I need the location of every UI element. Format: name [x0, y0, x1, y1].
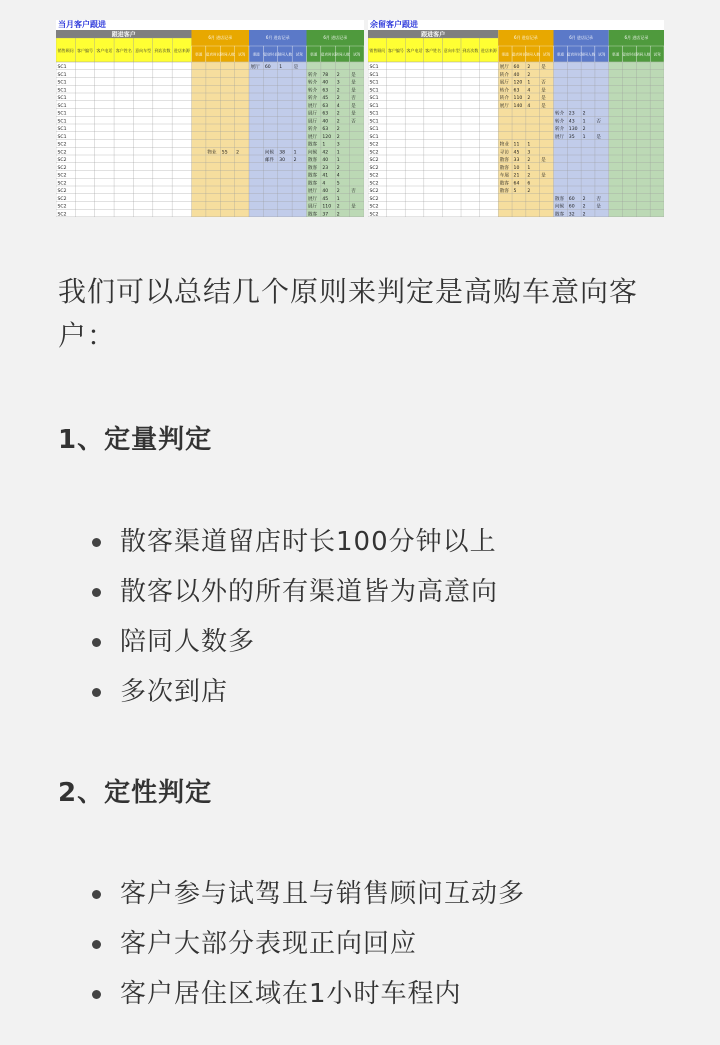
- table-cell: 140: [513, 103, 523, 109]
- table-cell: 否: [351, 96, 356, 102]
- column-header-label: 客户编号: [77, 48, 94, 53]
- table-cell: 是: [596, 204, 602, 210]
- table-cell: 2: [336, 127, 340, 133]
- table-cell: SC1: [57, 119, 67, 125]
- sheet-title: 当月客户跟进: [58, 20, 106, 29]
- table-cell: 1: [279, 65, 283, 71]
- table-cell: 23: [568, 111, 575, 117]
- table-cell: SC2: [369, 173, 379, 179]
- table-cell: 2: [527, 173, 531, 179]
- table-cell: 转介: [499, 72, 509, 78]
- sub-header-label: 渠道: [195, 52, 203, 57]
- bullet-icon: [92, 538, 101, 547]
- table-cell: SC1: [57, 80, 67, 86]
- table-cell: SC1: [57, 134, 67, 140]
- table-cell: 问候: [264, 150, 275, 156]
- table-cell: 33: [513, 158, 520, 164]
- table-cell: 1: [527, 80, 531, 86]
- table-cell: 130: [568, 127, 578, 133]
- table-cell: 60: [513, 65, 520, 71]
- group-header-label: 6月 进店记录: [208, 35, 233, 40]
- section-heading-quantitative: 1、定量判定: [58, 425, 213, 455]
- table-cell: 2: [582, 111, 586, 117]
- table-cell: 1: [336, 150, 340, 156]
- table-cell: 散客: [499, 181, 509, 187]
- table-cell: 转介: [308, 88, 318, 94]
- column-header-label: 意向车型: [443, 48, 460, 53]
- sub-header-label: 渠道: [556, 52, 564, 57]
- table-cell: SC2: [57, 181, 67, 187]
- table-cell: SC1: [369, 103, 379, 109]
- sub-header-label: 陪同人数: [335, 52, 350, 57]
- quantitative-criteria-list: [92, 517, 498, 717]
- table-cell: 63: [513, 88, 520, 94]
- table-cell: 问候: [308, 150, 318, 156]
- table-cell: 4: [336, 173, 340, 179]
- spreadsheet-current-month: [56, 20, 364, 217]
- table-cell: 转介: [308, 96, 318, 102]
- table-cell: 6: [527, 181, 531, 187]
- table-cell: 转介: [499, 96, 509, 102]
- table-cell: 否: [351, 189, 356, 195]
- table-cell: SC2: [57, 189, 67, 195]
- sub-header-label: 留店时长: [320, 52, 336, 57]
- bullet-icon: [92, 588, 101, 597]
- table-cell: 11: [513, 142, 520, 148]
- table-cell: 是: [541, 88, 546, 94]
- table-cell: SC2: [369, 158, 379, 164]
- column-header-label: 客户编号: [387, 48, 404, 53]
- table-cell: 2: [582, 196, 586, 202]
- group-header-label: 6月 进店记录: [323, 35, 348, 40]
- table-cell: 3: [336, 80, 340, 86]
- table-cell: 2: [336, 165, 340, 171]
- table-cell: SC2: [369, 212, 379, 217]
- table-cell: 30: [279, 158, 286, 164]
- table-cell: 1: [527, 165, 531, 171]
- table-cell: 3: [336, 142, 340, 148]
- table-cell: 展厅: [308, 204, 318, 210]
- column-header-label: 进店来源: [480, 48, 497, 53]
- table-cell: 转介: [308, 72, 318, 78]
- table-cell: SC2: [57, 165, 67, 171]
- sheet-title: 余留客户跟进: [370, 20, 418, 29]
- table-cell: SC2: [369, 142, 379, 148]
- bullet-icon: [92, 990, 101, 999]
- table-cell: 散客: [499, 165, 509, 171]
- sub-header-label: 试驾: [353, 52, 361, 57]
- table-cell: SC1: [57, 96, 67, 102]
- table-cell: 1: [582, 119, 586, 125]
- table-cell: SC1: [369, 65, 379, 71]
- table-cell: 2: [336, 204, 340, 210]
- table-cell: 32: [568, 212, 575, 217]
- table-cell: 是: [541, 103, 546, 109]
- table-cell: 60: [568, 196, 575, 202]
- bullet-icon: [92, 940, 101, 949]
- table-cell: 展厅: [308, 134, 318, 140]
- header-label: 跟进客户: [421, 31, 446, 39]
- table-cell: 问候: [554, 204, 565, 210]
- table-cell: 45: [513, 150, 520, 156]
- sub-header-label: 渠道: [310, 52, 318, 57]
- table-cell: SC1: [369, 72, 379, 78]
- table-cell: 寻访: [499, 150, 509, 156]
- table-cell: 否: [596, 196, 602, 202]
- column-header-label: 客户姓名: [115, 48, 132, 53]
- table-cell: SC2: [369, 189, 379, 195]
- table-cell: 展厅: [308, 111, 318, 117]
- table-cell: 78: [322, 72, 329, 78]
- table-cell: 1: [336, 158, 340, 164]
- sub-header-label: 试驾: [295, 52, 303, 57]
- table-cell: 2: [336, 212, 340, 217]
- table-cell: 2: [582, 212, 586, 217]
- table-cell: SC1: [57, 72, 67, 78]
- table-cell: 2: [527, 158, 531, 164]
- column-header-label: 到店次数: [154, 48, 171, 53]
- column-header-label: 客户电话: [96, 48, 113, 53]
- table-cell: 是: [541, 158, 546, 164]
- table-cell: 否: [541, 80, 546, 86]
- table-cell: 45: [322, 196, 329, 202]
- sub-header-label: 陪同人数: [580, 52, 596, 57]
- table-cell: 40: [513, 72, 520, 78]
- table-cell: 是: [351, 88, 356, 94]
- table-cell: SC1: [57, 103, 67, 109]
- sub-header-label: 陪同人数: [277, 52, 293, 57]
- sub-header-label: 渠道: [252, 52, 260, 57]
- table-cell: 转介: [554, 127, 565, 133]
- table-cell: 展厅: [554, 134, 565, 140]
- table-cell: 4: [322, 181, 326, 187]
- table-cell: 37: [322, 212, 329, 217]
- table-cell: SC2: [369, 165, 379, 171]
- table-cell: 转介: [554, 111, 565, 117]
- table-cell: 车展: [499, 173, 509, 179]
- table-cell: 63: [322, 88, 329, 94]
- table-cell: 是: [541, 173, 546, 179]
- list-item: 客户居住区域在1小时车程内: [92, 969, 525, 1019]
- table-cell: 21: [513, 173, 520, 179]
- table-cell: SC1: [369, 134, 379, 140]
- bullet-icon: [92, 688, 101, 697]
- table-cell: 展厅: [499, 65, 509, 71]
- table-cell: 物业: [499, 142, 509, 148]
- table-cell: SC1: [369, 96, 379, 102]
- group-header-label: 6月 进店记录: [513, 35, 538, 40]
- sub-header-label: 渠道: [612, 52, 620, 57]
- table-cell: 60: [264, 65, 271, 71]
- table-cell: 散客: [308, 142, 318, 148]
- table-cell: 110: [322, 204, 332, 210]
- table-cell: 2: [336, 88, 340, 94]
- spreadsheet-grid: [368, 30, 664, 217]
- table-cell: 4: [527, 103, 531, 109]
- table-cell: 45: [322, 96, 329, 102]
- table-cell: 展厅: [308, 119, 318, 125]
- table-cell: SC2: [369, 196, 379, 202]
- table-cell: SC2: [57, 150, 67, 156]
- table-cell: 64: [513, 181, 520, 187]
- table-cell: 2: [527, 189, 531, 195]
- table-cell: 展厅: [308, 189, 318, 195]
- sub-header-label: 留店时长: [622, 52, 637, 57]
- table-cell: 23: [322, 165, 329, 171]
- table-cell: 40: [322, 80, 329, 86]
- table-cell: 展厅: [308, 196, 318, 202]
- sub-header-label: 陪同人数: [636, 52, 651, 57]
- table-cell: 是: [293, 65, 299, 71]
- list-item: 陪同人数多: [92, 617, 498, 667]
- sub-header-label: 留店时长: [263, 52, 278, 57]
- sub-header-label: 陪同人数: [220, 52, 235, 57]
- column-header-label: 进店来源: [173, 48, 190, 53]
- table-cell: SC1: [369, 119, 379, 125]
- table-cell: 2: [527, 65, 531, 71]
- table-cell: 2: [336, 96, 340, 102]
- column-header-label: 销售顾问: [57, 48, 74, 53]
- table-cell: 是: [541, 65, 546, 71]
- table-cell: 是: [351, 72, 356, 78]
- table-cell: 展厅: [499, 80, 509, 86]
- sub-header-label: 留店时长: [511, 52, 527, 57]
- table-cell: 1: [322, 142, 326, 148]
- table-cell: SC2: [57, 196, 67, 202]
- table-cell: 3: [527, 150, 531, 156]
- table-cell: 4: [527, 88, 531, 94]
- table-cell: SC1: [57, 65, 67, 71]
- sub-header-label: 试驾: [238, 52, 246, 57]
- table-cell: 散客: [308, 158, 318, 164]
- table-cell: 10: [513, 165, 520, 171]
- table-cell: SC2: [57, 204, 67, 210]
- table-cell: 是: [351, 204, 356, 210]
- table-cell: SC1: [369, 111, 379, 117]
- table-cell: 1: [582, 134, 586, 140]
- table-cell: SC2: [57, 158, 67, 164]
- column-header-label: 意向车型: [135, 48, 152, 53]
- table-cell: 40: [322, 119, 329, 125]
- table-cell: 2: [293, 158, 297, 164]
- column-header-label: 客户姓名: [425, 48, 442, 53]
- table-cell: 转介: [554, 119, 565, 125]
- table-cell: 邮件: [264, 158, 275, 164]
- table-cell: 120: [513, 80, 523, 86]
- table-cell: 是: [351, 111, 356, 117]
- table-cell: 60: [568, 204, 575, 210]
- table-cell: 是: [596, 134, 602, 140]
- sub-header-label: 试驾: [542, 52, 551, 57]
- table-cell: 2: [527, 96, 531, 102]
- table-cell: 展厅: [308, 103, 318, 109]
- sub-header-label: 留店时长: [567, 52, 582, 57]
- group-header-label: 6月 进店记录: [569, 35, 594, 40]
- table-cell: SC2: [57, 212, 67, 217]
- table-cell: 2: [336, 119, 340, 125]
- table-cell: 40: [322, 189, 329, 195]
- table-cell: 2: [582, 204, 586, 210]
- sub-header-label: 试驾: [598, 52, 606, 57]
- column-header-label: 销售顾问: [369, 48, 386, 53]
- table-cell: 展厅: [499, 103, 509, 109]
- sub-header-label: 留店时长: [205, 52, 221, 57]
- table-cell: 2: [336, 189, 340, 195]
- table-cell: 38: [279, 150, 286, 156]
- sub-header-label: 试驾: [653, 52, 661, 57]
- table-cell: 63: [322, 103, 329, 109]
- table-cell: SC2: [369, 204, 379, 210]
- table-cell: 转介: [499, 88, 509, 94]
- table-cell: SC1: [369, 127, 379, 133]
- table-cell: 1: [336, 196, 340, 202]
- sub-header-label: 渠道: [501, 52, 509, 57]
- table-cell: SC1: [57, 127, 67, 133]
- list-item: 客户大部分表现正向回应: [92, 919, 525, 969]
- table-cell: SC2: [369, 150, 379, 156]
- table-cell: SC2: [57, 142, 67, 148]
- table-cell: 2: [582, 127, 586, 133]
- column-header-label: 到店次数: [462, 48, 479, 53]
- column-header-label: 客户电话: [406, 48, 423, 53]
- table-cell: 散客: [499, 158, 509, 164]
- spreadsheet-image-strip: [0, 0, 720, 236]
- table-cell: SC2: [369, 181, 379, 187]
- table-cell: 110: [513, 96, 523, 102]
- table-cell: SC2: [57, 173, 67, 179]
- table-cell: 是: [351, 80, 356, 86]
- bullet-icon: [92, 890, 101, 899]
- table-cell: 散客: [554, 212, 565, 217]
- table-cell: 否: [596, 119, 602, 125]
- table-cell: 40: [322, 158, 329, 164]
- table-cell: 5: [513, 189, 517, 195]
- table-cell: SC1: [57, 111, 67, 117]
- section-heading-qualitative: 2、定性判定: [58, 778, 213, 808]
- table-cell: 散客: [308, 165, 318, 171]
- group-header-label: 6月 进店记录: [624, 35, 649, 40]
- table-cell: 散客: [308, 181, 318, 187]
- table-cell: 2: [236, 150, 240, 156]
- qualitative-criteria-list: [92, 869, 525, 1019]
- table-cell: 是: [541, 96, 546, 102]
- table-cell: 55: [221, 150, 228, 156]
- table-cell: 5: [336, 181, 340, 187]
- list-item: 散客渠道留店时长100分钟以上: [92, 517, 498, 567]
- table-cell: 1: [527, 142, 531, 148]
- table-cell: 41: [322, 173, 329, 179]
- table-cell: 否: [351, 119, 356, 125]
- group-header-label: 6月 进店记录: [265, 35, 290, 40]
- table-cell: SC1: [369, 88, 379, 94]
- table-cell: 2: [336, 72, 340, 78]
- sub-header-label: 陪同人数: [525, 52, 540, 57]
- table-cell: 35: [568, 134, 575, 140]
- table-cell: 2: [336, 134, 340, 140]
- table-cell: 物业: [207, 150, 217, 156]
- table-cell: 42: [322, 150, 329, 156]
- table-cell: 4: [336, 103, 340, 109]
- table-cell: 2: [336, 111, 340, 117]
- spreadsheet-remaining: [368, 20, 664, 217]
- table-cell: 1: [293, 150, 297, 156]
- table-cell: 散客: [308, 212, 318, 217]
- table-cell: 63: [322, 127, 329, 133]
- table-cell: 120: [322, 134, 332, 140]
- spreadsheet-grid: [56, 30, 364, 217]
- table-cell: 转介: [308, 80, 318, 86]
- table-cell: 43: [568, 119, 575, 125]
- table-cell: SC1: [57, 88, 67, 94]
- table-cell: 散客: [308, 173, 318, 179]
- table-cell: 展厅: [250, 65, 260, 71]
- table-cell: 63: [322, 111, 329, 117]
- list-item: 散客以外的所有渠道皆为高意向: [92, 567, 498, 617]
- table-cell: SC1: [369, 80, 379, 86]
- bullet-icon: [92, 638, 101, 647]
- table-cell: 转介: [308, 127, 318, 133]
- header-label: 跟进客户: [111, 31, 136, 39]
- table-cell: 散客: [499, 189, 509, 195]
- table-cell: 2: [527, 72, 531, 78]
- table-cell: 散客: [554, 196, 565, 202]
- intro-paragraph: 我们可以总结几个原则来判定是高购车意向客户：: [58, 275, 639, 352]
- list-item: 客户参与试驾且与销售顾问互动多: [92, 869, 525, 919]
- list-item: 多次到店: [92, 667, 498, 717]
- table-cell: 是: [351, 103, 356, 109]
